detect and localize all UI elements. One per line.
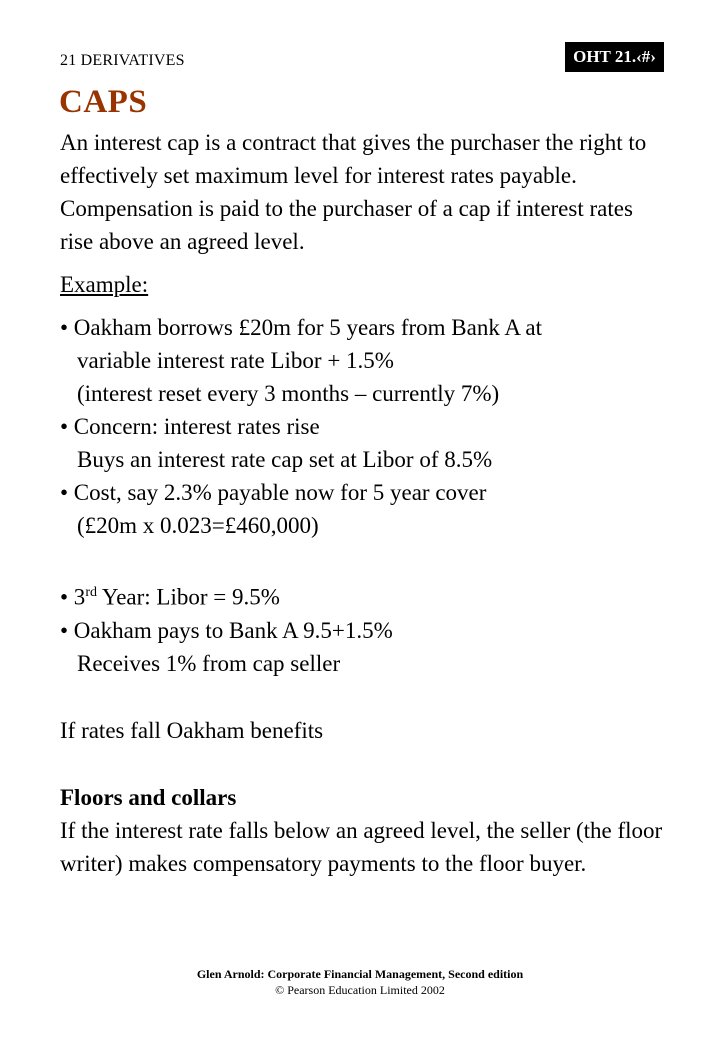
intro-paragraph-2: Compensation is paid to the purchaser of a cap if interest rates rise above an agreed level. [60,196,633,254]
bullet-borrowing: • Oakham borrows £20m for 5 years from Bank A at [60,315,543,340]
bullet-borrowing-rate: variable interest rate Libor + 1.5% [77,348,394,373]
bullet-payment-receives: Receives 1% from cap seller [77,650,341,676]
benefit-line: If rates fall Oakham benefits [60,717,324,743]
third-year-rest: Year: Libor = 9.5% [96,584,280,610]
footer-book-title: Glen Arnold: Corporate Financial Management, Second edition [196,967,524,981]
bullet-concern: • Concern: interest rates rise [60,414,320,439]
section-label: 21 DERIVATIVES [60,52,185,69]
bullet-concern-cap: Buys an interest rate cap set at Libor of 8.5% [77,447,493,472]
floors-heading: Floors and collars [60,784,237,810]
bullet-borrowing-reset: (interest reset every 3 months – currently 7%) [77,381,500,406]
slide-number-tag: OHT 21.‹#› [565,42,664,72]
example-heading: Example: [60,272,149,297]
page-title: CAPS [59,84,148,120]
bullet-cost: • Cost, say 2.3% payable now for 5 year cover [60,480,487,505]
bullet-payment: • Oakham pays to Bank A 9.5+1.5% [60,617,393,643]
slide-content [60,126,670,880]
bullet-cost-calc: (£20m x 0.023=£460,000) [77,513,319,538]
bullet-third-year [60,576,670,614]
intro-paragraph-1: An interest cap is a contract that gives the purchaser the right to effectively set maximum level for interest rates payable. [60,130,647,188]
third-year-prefix: • 3 [60,584,86,610]
footer-copyright: © Pearson Education Limited 2002 [275,983,445,997]
floors-paragraph: If the interest rate falls below an agreed level, the seller (the floor writer) makes compensatory payments to the floor buyer. [60,817,663,876]
third-year-sup: rd [85,585,97,600]
